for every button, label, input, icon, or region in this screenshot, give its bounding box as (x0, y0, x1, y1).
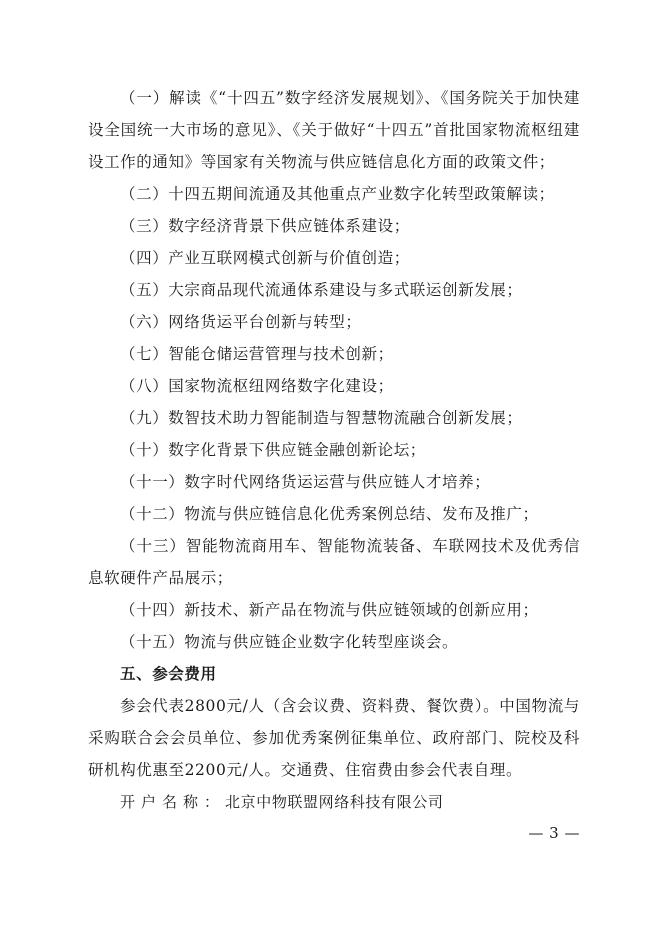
fee-paragraph: 参会代表2800元/人（含会议费、资料费、餐饮费）。中国物流与采购联合会会员单位、参加优秀案例征集单位、政府部门、院校及科研机构优惠至2200元/人。交通费、住宿费由参会代表自理。 (88, 697, 580, 779)
section-heading: 五、参会费用 (120, 665, 217, 683)
page-number: — 3 — (528, 824, 580, 842)
agenda-item-10: （十）数字化背景下供应链金融创新论坛； (120, 441, 426, 459)
agenda-item-2: （二）十四五期间流通及其他重点产业数字化转型政策解读； (120, 185, 555, 203)
account-name-label: 开户名称： (120, 793, 226, 811)
agenda-item-9: （九）数智技术助力智能制造与智慧物流融合创新发展； (120, 409, 523, 427)
agenda-item-11: （十一）数字时代网络货运运营与供应链人才培养； (120, 473, 491, 491)
agenda-item-4: （四）产业互联网模式创新与价值创造； (120, 249, 410, 267)
account-name-value: 北京中物联盟网络科技有限公司 (225, 793, 444, 811)
agenda-item-15: （十五）物流与供应链企业数字化转型座谈会。 (120, 633, 459, 651)
agenda-item-14: （十四）新技术、新产品在物流与供应链领域的创新应用； (120, 601, 539, 619)
agenda-item-7: （七）智能仓储运营管理与技术创新； (120, 345, 394, 363)
agenda-item-13: （十三）智能物流商用车、智能物流装备、车联网技术及优秀信息软硬件产品展示； (88, 537, 580, 587)
document-body (88, 82, 580, 818)
agenda-item-3: （三）数字经济背景下供应链体系建设； (120, 217, 410, 235)
agenda-item-5: （五）大宗商品现代流通体系建设与多式联运创新发展； (120, 281, 523, 299)
agenda-item-12: （十二）物流与供应链信息化优秀案例总结、发布及推广； (120, 505, 539, 523)
account-name-line (88, 786, 580, 818)
agenda-item-6: （六）网络货运平台创新与转型； (120, 313, 362, 331)
agenda-item-8: （八）国家物流枢纽网络数字化建设； (120, 377, 394, 395)
agenda-item-1: （一）解读《“十四五”数字经济发展规划》、《国务院关于加快建设全国统一大市场的意见》、《关于做好“十四五”首批国家物流枢纽建设工作的通知》等国家有关物流与供应链信息化方面的政策文件； (88, 89, 580, 171)
